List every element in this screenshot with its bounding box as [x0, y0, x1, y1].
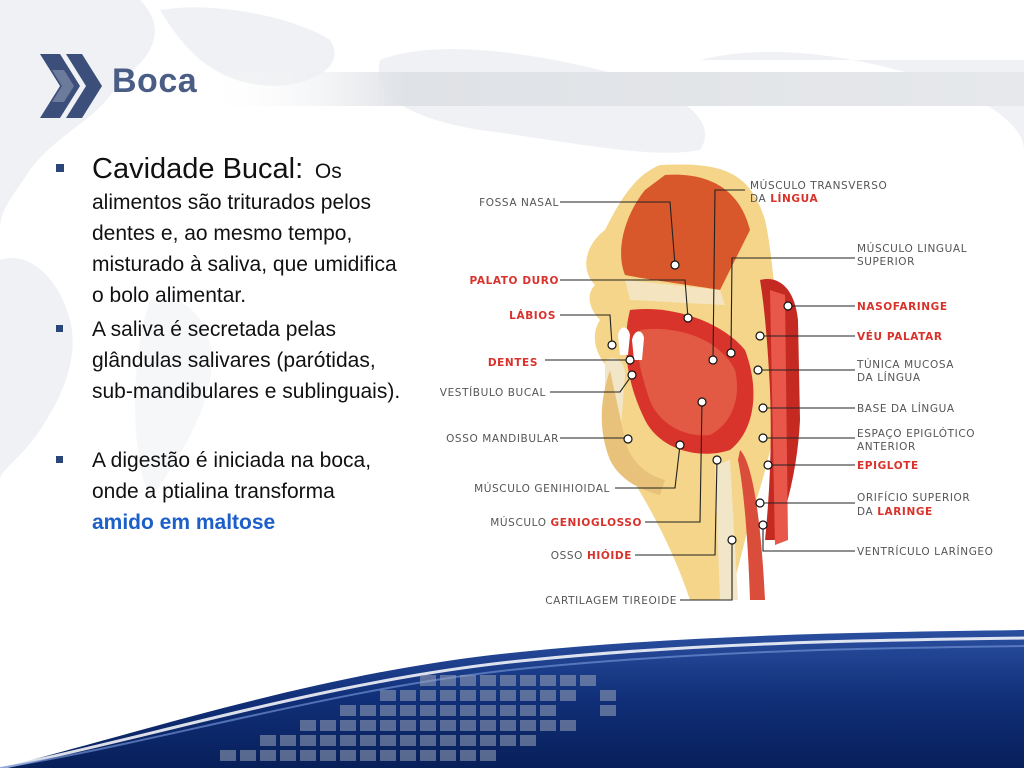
- bullet-list: [56, 154, 401, 538]
- mouth-anatomy-diagram: [420, 160, 1024, 610]
- bullet-text: A digestão é iniciada na boca, onde a ptialina transforma: [92, 449, 372, 503]
- bullet-text: alimentos são triturados pelos dentes e, ao mesmo tempo, misturado à saliva, que umidifica o bolo alimentar.: [92, 191, 397, 307]
- label-fossa-nasal: FOSSA NASAL: [479, 197, 559, 209]
- label-orificio-superior-line2: DA LARINGE: [857, 506, 933, 518]
- label-epiglote: EPIGLOTE: [857, 460, 919, 472]
- label-vestibulo-bucal: VESTÍBULO BUCAL: [439, 387, 546, 399]
- label-nasofaringe: NASOFARINGE: [857, 301, 948, 313]
- label-dentes: DENTES: [487, 357, 538, 369]
- head-section-illustration: [586, 164, 800, 600]
- bullet-cavidade-bucal: [56, 154, 401, 311]
- label-musculo-lingual: MÚSCULO LINGUAL: [857, 243, 968, 255]
- bullet-heading: Cavidade Bucal:: [92, 153, 304, 185]
- label-orificio-superior: ORIFÍCIO SUPERIOR: [857, 492, 971, 504]
- label-base-da-lingua: BASE DA LÍNGUA: [857, 403, 955, 415]
- label-osso-hioide: OSSO HIÓIDE: [550, 550, 632, 562]
- bullet-text-start: Os: [314, 160, 342, 183]
- label-espaco-epiglotico-line2: ANTERIOR: [857, 441, 916, 453]
- label-musculo-transverso: MÚSCULO TRANSVERSO: [750, 180, 888, 192]
- bullet-saliva: [56, 314, 401, 407]
- square-bullet-icon: [56, 456, 63, 463]
- label-cartilagem-tireoide: CARTILAGEM TIREOIDE: [545, 595, 677, 607]
- label-osso-mandibular: OSSO MANDIBULAR: [446, 433, 559, 445]
- label-espaco-epiglotico: ESPAÇO EPIGLÓTICO: [857, 428, 976, 440]
- label-veu-palatar: VÉU PALATAR: [857, 331, 943, 343]
- label-labios: LÁBIOS: [509, 310, 556, 322]
- label-tunica-mucosa-line2: DA LÍNGUA: [857, 372, 921, 384]
- bullet-text: A saliva é secretada pelas glândulas salivares (parótidas, sub-mandibulares e sublinguais).: [92, 318, 401, 403]
- label-tunica-mucosa: TÚNICA MUCOSA: [857, 359, 955, 371]
- label-palato-duro: PALATO DURO: [469, 275, 559, 287]
- square-bullet-icon: [56, 325, 63, 332]
- label-musculo-transverso-line2: DA LÍNGUA: [750, 193, 819, 205]
- label-musculo-genihioidal: MÚSCULO GENIHIOIDAL: [474, 483, 610, 495]
- label-musculo-lingual-line2: SUPERIOR: [857, 256, 916, 268]
- bullet-digestao: [56, 445, 401, 538]
- highlight-text: amido em maltose: [92, 511, 276, 534]
- square-bullet-icon: [56, 164, 64, 172]
- label-ventriculo-laringeo: VENTRÍCULO LARÍNGEO: [857, 546, 994, 558]
- slide-title: Boca: [112, 62, 198, 100]
- chevron-logo-icon: [38, 50, 104, 122]
- label-musculo-genioglosso: MÚSCULO GENIOGLOSSO: [490, 517, 642, 529]
